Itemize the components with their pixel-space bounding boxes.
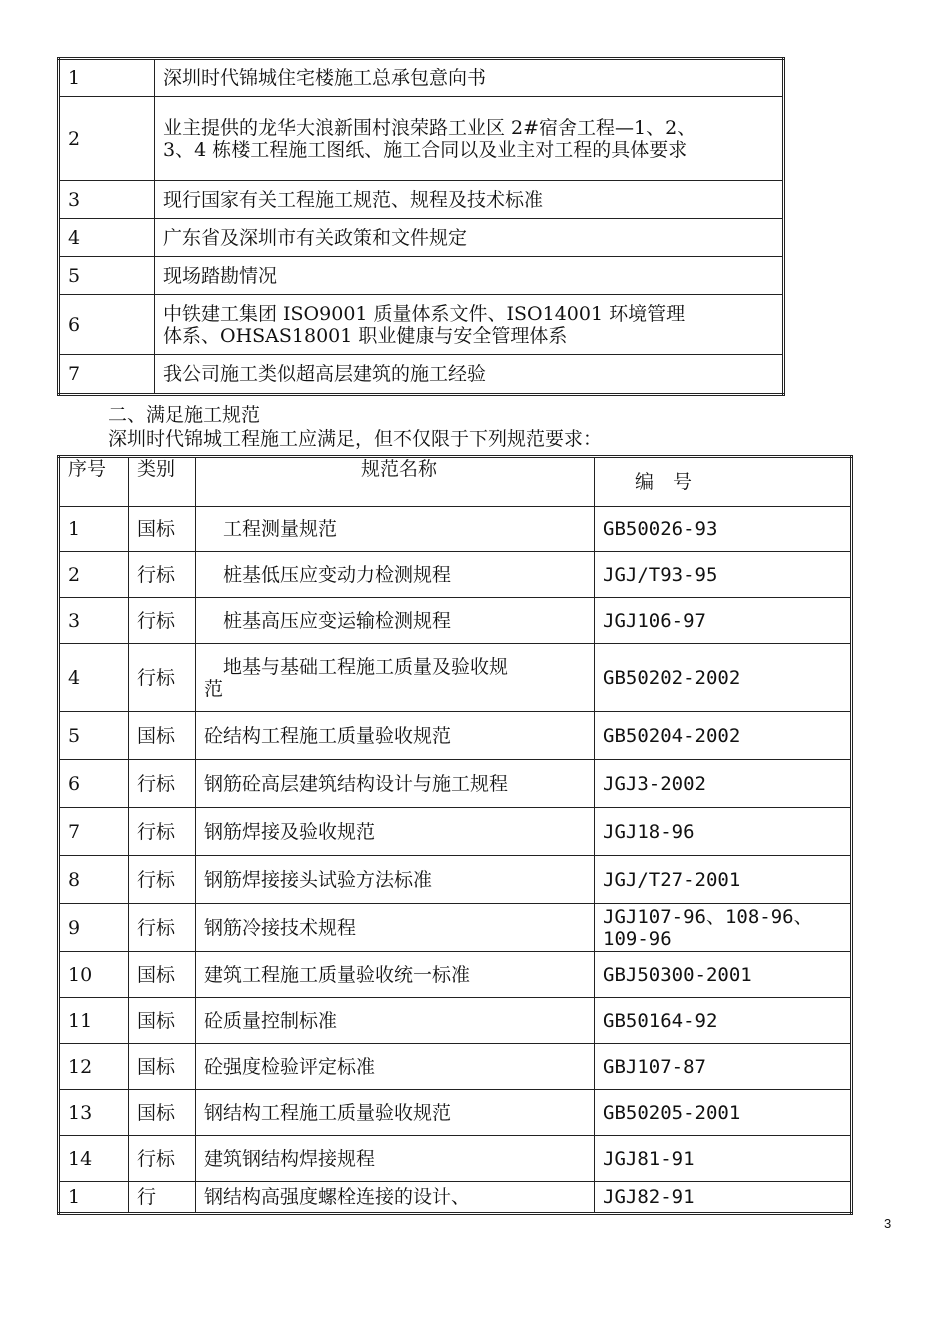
table-row bbox=[59, 712, 852, 760]
seq-cell: 1 bbox=[59, 1182, 129, 1214]
seq-cell: 5 bbox=[59, 712, 129, 760]
category-cell: 行标 bbox=[129, 904, 196, 952]
category-cell: 国标 bbox=[129, 952, 196, 998]
seq-cell: 14 bbox=[59, 1136, 129, 1182]
table-row bbox=[59, 181, 784, 219]
name-cell: 砼结构工程施工质量验收规范 bbox=[196, 712, 595, 760]
name-cell: 建筑钢结构焊接规程 bbox=[196, 1136, 595, 1182]
table-row bbox=[59, 998, 852, 1044]
category-cell: 国标 bbox=[129, 1044, 196, 1090]
section-intro: 深圳时代锦城工程施工应满足，但不仅限于下列规范要求： bbox=[108, 428, 603, 450]
table-row bbox=[59, 1136, 852, 1182]
seq-cell: 13 bbox=[59, 1090, 129, 1136]
category-cell: 行标 bbox=[129, 552, 196, 598]
seq-cell: 3 bbox=[59, 598, 129, 644]
category-cell: 国标 bbox=[129, 998, 196, 1044]
header-name: 规范名称 bbox=[196, 457, 595, 507]
table-row bbox=[59, 507, 852, 552]
code-cell: JGJ81-91 bbox=[595, 1136, 852, 1182]
name-cell: 建筑工程施工质量验收统一标准 bbox=[196, 952, 595, 998]
code-cell: JGJ/T93-95 bbox=[595, 552, 852, 598]
name-cell: 钢筋冷接技术规程 bbox=[196, 904, 595, 952]
table-row bbox=[59, 355, 784, 395]
code-cell: GB50202-2002 bbox=[595, 644, 852, 712]
table-row bbox=[59, 598, 852, 644]
table-row bbox=[59, 219, 784, 257]
row-text: 业主提供的龙华大浪新围村浪荣路工业区 2#宿舍工程—1、2、3、4 栋楼工程施工图纸、施工合同以及业主对工程的具体要求 bbox=[155, 97, 784, 181]
table-row bbox=[59, 856, 852, 904]
category-cell: 行标 bbox=[129, 598, 196, 644]
category-cell: 行标 bbox=[129, 808, 196, 856]
category-cell: 行标 bbox=[129, 760, 196, 808]
name-cell: 桩基高压应变运输检测规程 bbox=[196, 598, 595, 644]
basis-table bbox=[57, 57, 785, 396]
section-heading: 二、满足施工规范 bbox=[108, 404, 261, 426]
seq-cell: 6 bbox=[59, 760, 129, 808]
table-row bbox=[59, 552, 852, 598]
header-category: 类别 bbox=[129, 457, 196, 507]
table-row bbox=[59, 97, 784, 181]
category-cell: 行标 bbox=[129, 644, 196, 712]
table-row bbox=[59, 904, 852, 952]
table-row bbox=[59, 1090, 852, 1136]
table-row bbox=[59, 808, 852, 856]
name-cell: 钢结构工程施工质量验收规范 bbox=[196, 1090, 595, 1136]
name-cell: 砼强度检验评定标准 bbox=[196, 1044, 595, 1090]
row-text: 深圳时代锦城住宅楼施工总承包意向书 bbox=[155, 59, 784, 97]
category-cell: 国标 bbox=[129, 507, 196, 552]
code-cell: GB50026-93 bbox=[595, 507, 852, 552]
category-cell: 行标 bbox=[129, 1136, 196, 1182]
table-row bbox=[59, 295, 784, 355]
name-cell: 钢筋砼高层建筑结构设计与施工规程 bbox=[196, 760, 595, 808]
table-row bbox=[59, 257, 784, 295]
row-number: 4 bbox=[59, 219, 155, 257]
row-text: 现场踏勘情况 bbox=[155, 257, 784, 295]
seq-cell: 1 bbox=[59, 507, 129, 552]
table-row bbox=[59, 644, 852, 712]
header-seq: 序号 bbox=[59, 457, 129, 507]
category-cell: 行 bbox=[129, 1182, 196, 1214]
seq-cell: 10 bbox=[59, 952, 129, 998]
row-text: 广东省及深圳市有关政策和文件规定 bbox=[155, 219, 784, 257]
code-cell: JGJ/T27-2001 bbox=[595, 856, 852, 904]
code-cell: JGJ107-96、108-96、109-96 bbox=[595, 904, 852, 952]
table-header-row bbox=[59, 457, 852, 507]
row-text: 中铁建工集团 ISO9001 质量体系文件、ISO14001 环境管理体系、OHSAS18001 职业健康与安全管理体系 bbox=[155, 295, 784, 355]
code-cell: GB50204-2002 bbox=[595, 712, 852, 760]
category-cell: 国标 bbox=[129, 1090, 196, 1136]
header-code: 编 号 bbox=[595, 457, 852, 507]
table-row bbox=[59, 1044, 852, 1090]
row-number: 3 bbox=[59, 181, 155, 219]
row-number: 5 bbox=[59, 257, 155, 295]
code-cell: GBJ107-87 bbox=[595, 1044, 852, 1090]
name-cell: 钢筋焊接及验收规范 bbox=[196, 808, 595, 856]
name-cell: 砼质量控制标准 bbox=[196, 998, 595, 1044]
code-cell: JGJ3-2002 bbox=[595, 760, 852, 808]
code-cell: JGJ106-97 bbox=[595, 598, 852, 644]
row-number: 1 bbox=[59, 59, 155, 97]
spec-table-body bbox=[59, 507, 852, 1214]
table-row bbox=[59, 59, 784, 97]
row-text: 现行国家有关工程施工规范、规程及技术标准 bbox=[155, 181, 784, 219]
category-cell: 国标 bbox=[129, 712, 196, 760]
row-number: 2 bbox=[59, 97, 155, 181]
table-row bbox=[59, 952, 852, 998]
table-row bbox=[59, 760, 852, 808]
code-cell: JGJ18-96 bbox=[595, 808, 852, 856]
code-cell: GB50205-2001 bbox=[595, 1090, 852, 1136]
spec-table bbox=[57, 455, 853, 1215]
name-cell: 钢筋焊接接头试验方法标准 bbox=[196, 856, 595, 904]
category-cell: 行标 bbox=[129, 856, 196, 904]
seq-cell: 4 bbox=[59, 644, 129, 712]
row-number: 6 bbox=[59, 295, 155, 355]
page-number: 3 bbox=[884, 1216, 892, 1231]
row-text: 我公司施工类似超高层建筑的施工经验 bbox=[155, 355, 784, 395]
code-cell: GBJ50300-2001 bbox=[595, 952, 852, 998]
code-cell: JGJ82-91 bbox=[595, 1182, 852, 1214]
seq-cell: 12 bbox=[59, 1044, 129, 1090]
seq-cell: 2 bbox=[59, 552, 129, 598]
name-cell: 桩基低压应变动力检测规程 bbox=[196, 552, 595, 598]
seq-cell: 9 bbox=[59, 904, 129, 952]
name-cell: 工程测量规范 bbox=[196, 507, 595, 552]
code-cell: GB50164-92 bbox=[595, 998, 852, 1044]
seq-cell: 11 bbox=[59, 998, 129, 1044]
table-row bbox=[59, 1182, 852, 1214]
seq-cell: 7 bbox=[59, 808, 129, 856]
seq-cell: 8 bbox=[59, 856, 129, 904]
name-cell: 钢结构高强度螺栓连接的设计、 bbox=[196, 1182, 595, 1214]
row-number: 7 bbox=[59, 355, 155, 395]
name-cell: 地基与基础工程施工质量及验收规范 bbox=[196, 644, 595, 712]
